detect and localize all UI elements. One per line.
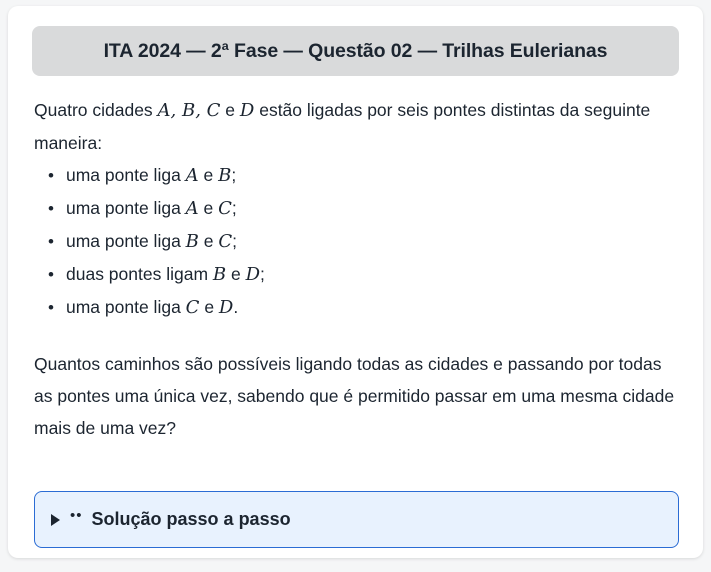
bridge-conjunction: e — [198, 165, 219, 185]
bridge-text-after: ; — [231, 198, 237, 218]
question-card — [8, 6, 703, 558]
bridge-text-before: uma ponte liga — [66, 165, 186, 185]
bridge-text-before: uma ponte liga — [66, 297, 186, 317]
statement-intro — [26, 94, 685, 159]
bridge-vertex-1: A — [185, 198, 199, 219]
intro-conjunction: e — [220, 100, 240, 120]
bridge-list — [26, 159, 685, 324]
card-inner — [8, 6, 703, 444]
page-title: ITA 2024 — 2ª Fase — Questão 02 — Trilhas Eulerianas — [103, 39, 608, 62]
eyes-icon: •• — [70, 507, 83, 524]
bridge-text-after: ; — [260, 264, 265, 284]
intro-text-after: estão ligadas por seis pontes distintas da seguinte maneira: — [34, 100, 651, 153]
chevron-right-icon — [51, 514, 60, 526]
intro-variables: A, B, C — [157, 100, 221, 121]
bridge-vertex-2: C — [218, 198, 232, 219]
statement-question: Quantos caminhos são possíveis ligando todas as cidades e passando por todas as pontes uma única vez, sabendo que é permitido passar em uma mesma cidade mais de uma vez? — [34, 354, 675, 438]
solution-toggle[interactable] — [34, 491, 679, 548]
bridge-text-after: ; — [232, 231, 238, 251]
bridge-text-before: uma ponte liga — [66, 198, 186, 218]
bridge-vertex-1: B — [212, 264, 227, 285]
bridge-conjunction: e — [198, 198, 219, 218]
list-item — [66, 258, 685, 291]
bridge-text-before: uma ponte liga — [66, 231, 186, 251]
bridge-conjunction: e — [226, 264, 246, 284]
bridge-vertex-2: B — [218, 165, 232, 186]
bridge-vertex-1: C — [185, 297, 200, 318]
question-header — [32, 26, 679, 76]
intro-text-before: Quatro cidades — [34, 100, 158, 120]
bridge-conjunction: e — [199, 297, 219, 317]
bridge-vertex-2: D — [218, 297, 234, 318]
list-item — [66, 291, 685, 324]
bridge-text-before: duas pontes ligam — [66, 264, 213, 284]
intro-variable-d: D — [239, 100, 255, 121]
list-item — [66, 192, 685, 225]
solution-toggle-label: Solução passo a passo — [91, 509, 291, 529]
bridge-text-after: . — [233, 297, 239, 317]
bridge-vertex-2: D — [245, 264, 261, 285]
bridge-text-after: ; — [231, 165, 237, 185]
bridge-vertex-2: C — [218, 231, 233, 252]
bridge-vertex-1: B — [185, 231, 199, 252]
list-item — [66, 159, 685, 192]
bridge-conjunction: e — [198, 231, 219, 251]
bridge-vertex-1: A — [185, 165, 199, 186]
list-item — [66, 225, 685, 258]
